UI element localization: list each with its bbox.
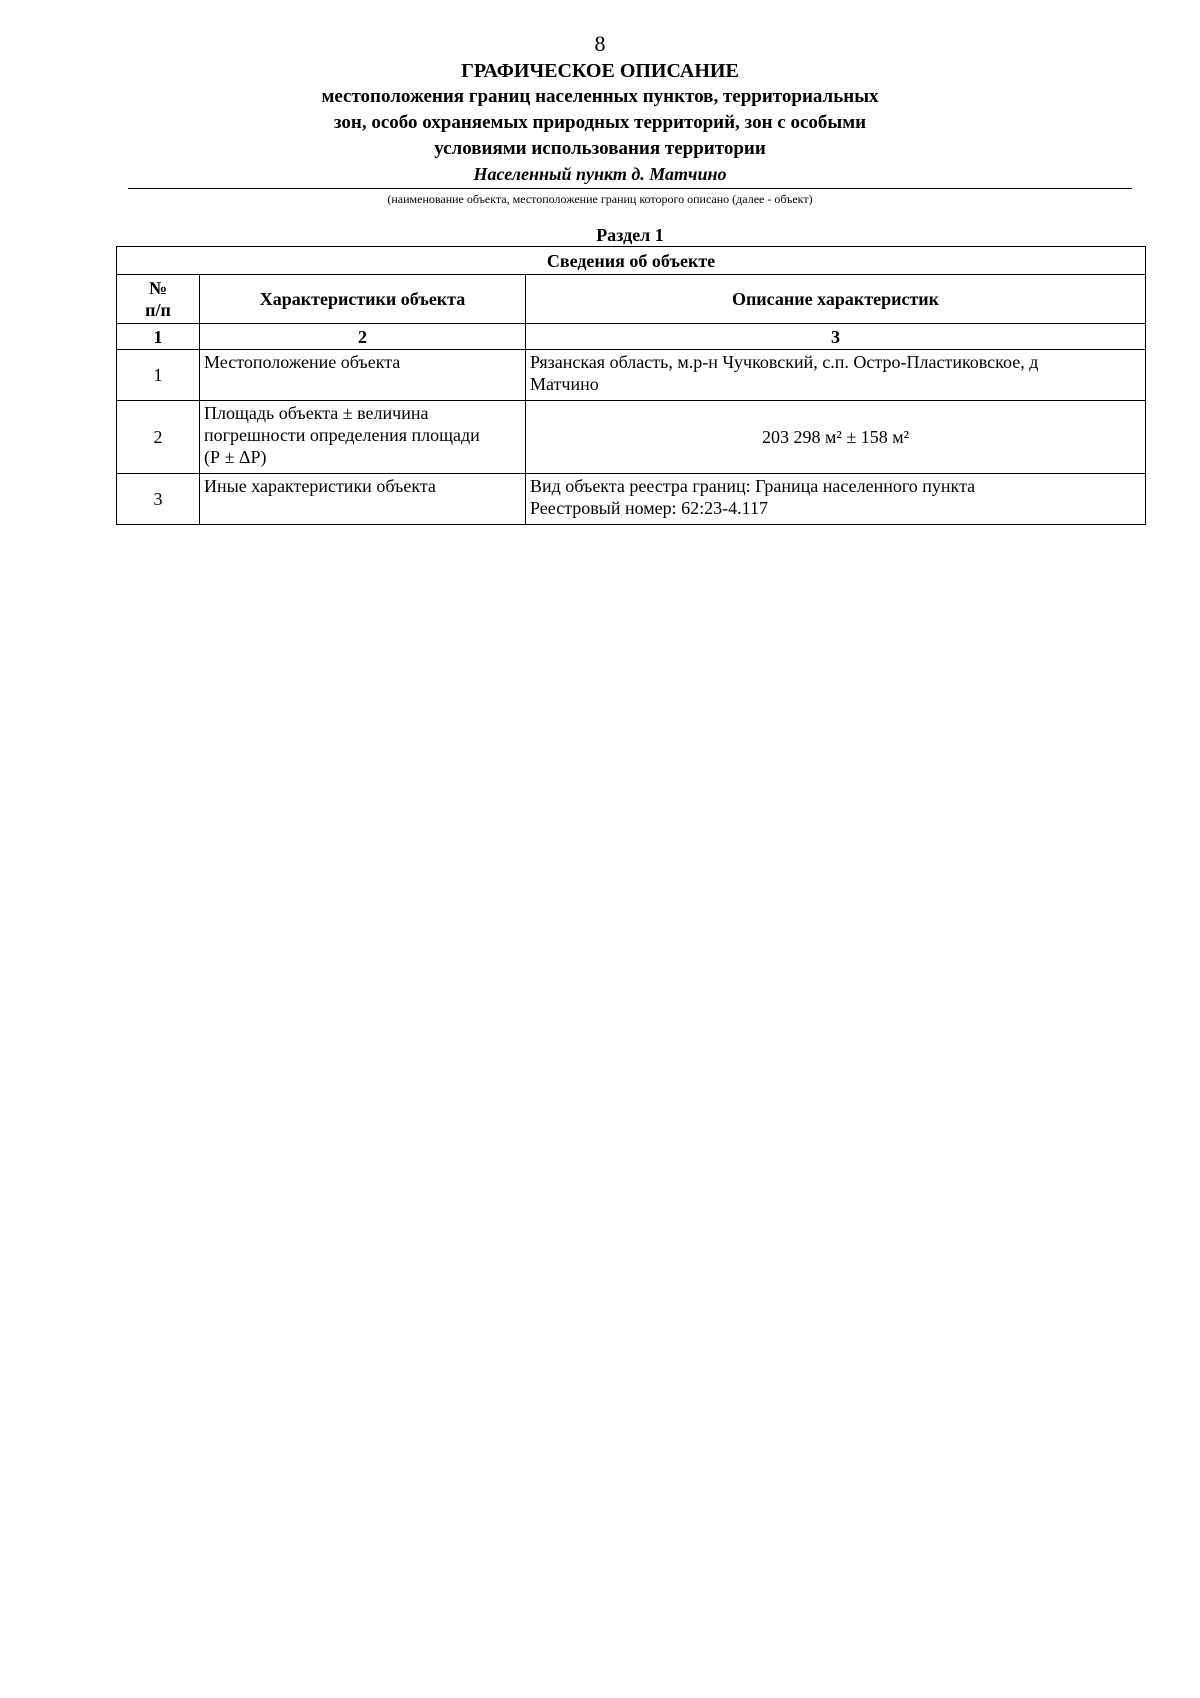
row-description-line: 203 298 м² ± 158 м² <box>762 427 909 447</box>
table-row <box>117 350 1146 401</box>
header-num-line-1: № <box>148 278 168 298</box>
page-number: 8 <box>594 31 606 56</box>
row-num: 3 <box>117 474 200 525</box>
row-characteristic <box>200 350 526 401</box>
header-characteristics: Характеристики объекта <box>200 275 526 324</box>
row-description-line: Реестровый номер: 62:23-4.117 <box>530 498 768 518</box>
row-description <box>526 474 1146 525</box>
header-num <box>117 275 200 324</box>
row-characteristic-line: (Р ± ΔР) <box>204 447 267 467</box>
row-num: 2 <box>117 401 200 474</box>
document-subtitle-line-3: условиями использования территории <box>434 138 766 159</box>
row-characteristic-line: Иные характеристики объекта <box>204 476 436 496</box>
column-index-1: 1 <box>117 324 200 350</box>
document-title: ГРАФИЧЕСКОЕ ОПИСАНИЕ <box>461 60 739 82</box>
row-description <box>526 350 1146 401</box>
object-name-underline <box>128 188 1132 189</box>
header-num-line-2: п/п <box>145 300 171 320</box>
column-index-2: 2 <box>200 324 526 350</box>
column-index-3: 3 <box>526 324 1146 350</box>
table-caption-row <box>117 247 1146 275</box>
table-header-row <box>117 275 1146 324</box>
document-subtitle-line-2: зон, особо охраняемых природных территорий, зон с особыми <box>333 112 867 133</box>
document-heading <box>0 58 1200 186</box>
row-characteristic <box>200 401 526 474</box>
row-description-line: Матчино <box>530 374 599 394</box>
table-row <box>117 401 1146 474</box>
row-description-line: Рязанская область, м.р-н Чучковский, с.п. Остро-Пластиковское, д <box>530 352 1039 372</box>
section-title: Раздел 1 <box>596 225 664 245</box>
row-num: 1 <box>117 350 200 401</box>
table-index-row <box>117 324 1146 350</box>
row-characteristic-line: Площадь объекта ± величина <box>204 403 429 423</box>
object-name-caption: (наименование объекта, местоположение границ которого описано (далее - объект) <box>387 192 813 206</box>
table-caption: Сведения об объекте <box>117 247 1146 275</box>
row-characteristic <box>200 474 526 525</box>
row-characteristic-line: погрешности определения площади <box>204 425 480 445</box>
header-description: Описание характеристик <box>526 275 1146 324</box>
table-row <box>117 474 1146 525</box>
row-description <box>526 401 1146 474</box>
row-characteristic-line: Местоположение объекта <box>204 352 401 372</box>
object-name: Населенный пункт д. Матчино <box>473 164 727 184</box>
document-subtitle-line-1: местоположения границ населенных пунктов, территориальных <box>321 86 879 107</box>
row-description-line: Вид объекта реестра границ: Граница населенного пункта <box>530 476 976 496</box>
object-info-table <box>116 246 1146 525</box>
